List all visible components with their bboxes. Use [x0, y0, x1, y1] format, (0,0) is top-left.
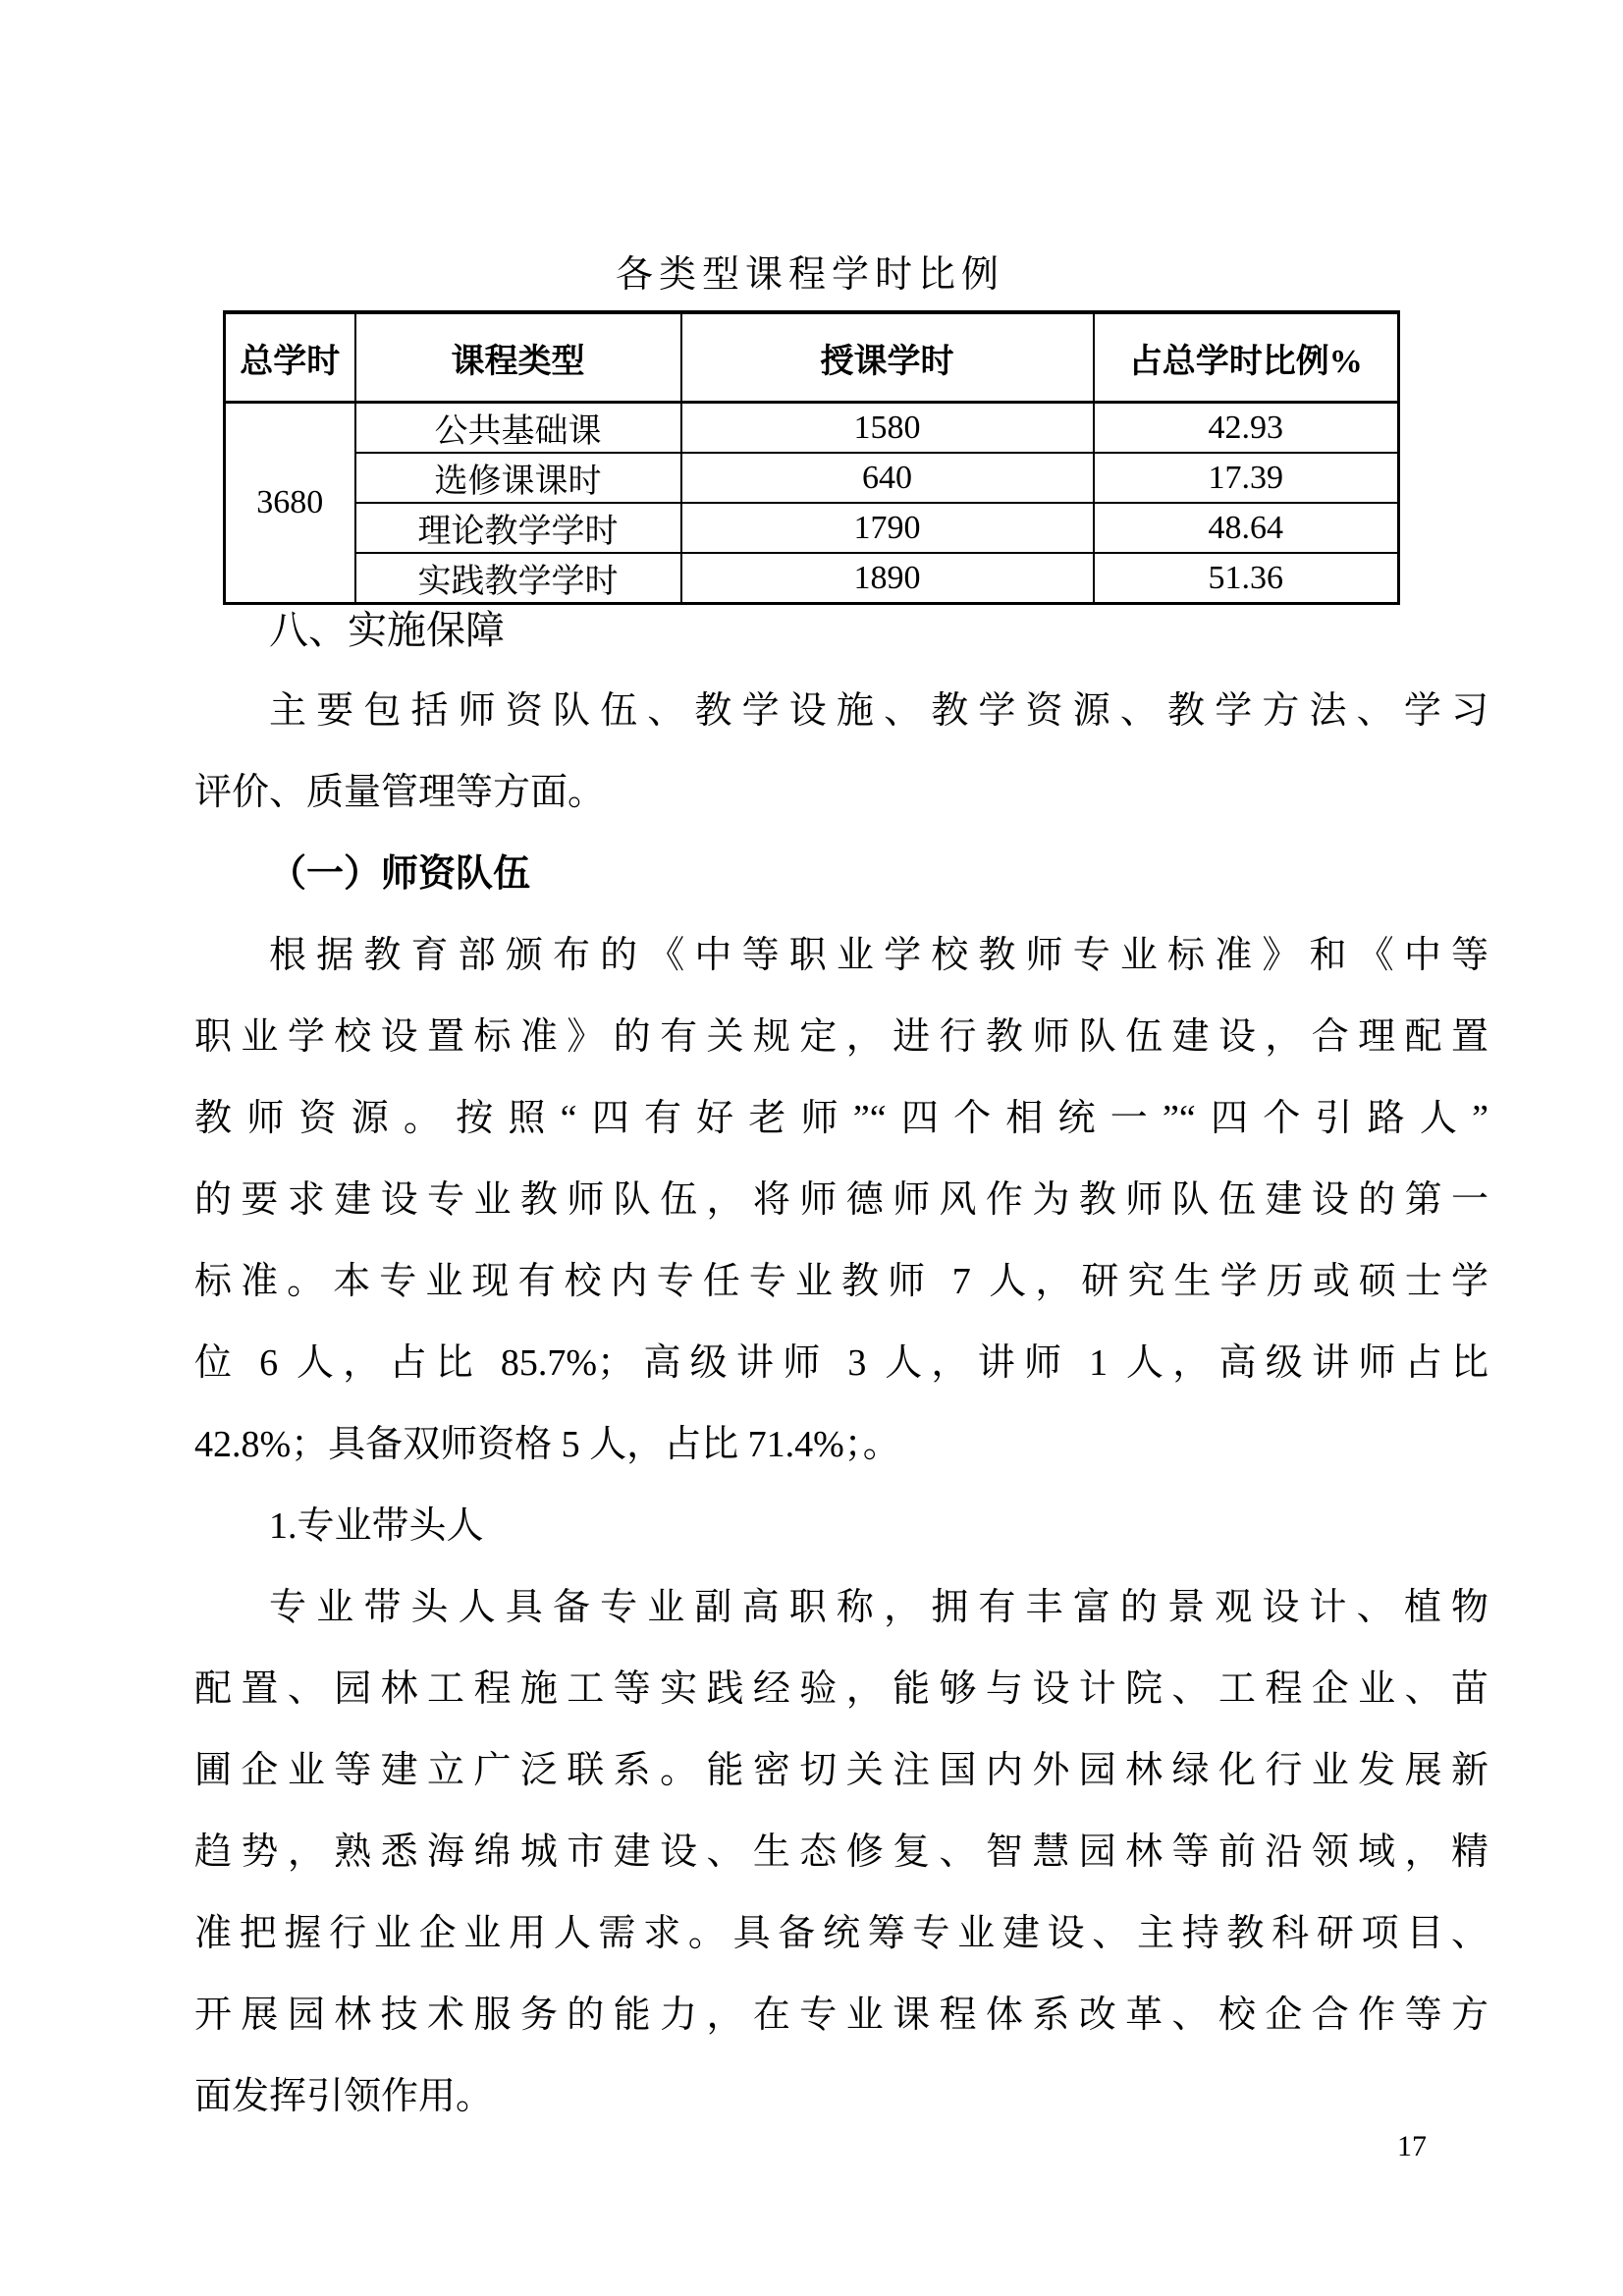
text-line: 根据教育部颁布的《中等职业学校教师专业标准》和《中等 [269, 935, 1488, 976]
total-hours-cell: 3680 [225, 403, 355, 604]
percent-cell: 51.36 [1094, 553, 1399, 604]
course-type-cell: 理论教学学时 [355, 503, 681, 553]
course-hours-table [223, 310, 1400, 605]
table-row [225, 503, 1399, 553]
text-line: 趋势，熟悉海绵城市建设、生态修复、智慧园林等前沿领域，精 [194, 1831, 1488, 1873]
hours-cell: 640 [681, 453, 1094, 503]
table-row [225, 403, 1399, 454]
course-type-cell: 公共基础课 [355, 403, 681, 454]
text-line: 位 6 人，占比 85.7%；高级讲师 3 人，讲师 1 人，高级讲师占比 [194, 1342, 1488, 1384]
hours-cell: 1790 [681, 503, 1094, 553]
text-line: 标准。本专业现有校内专任专业教师 7 人，研究生学历或硕士学 [194, 1261, 1488, 1302]
col-header-teaching-hours: 授课学时 [681, 312, 1094, 403]
text-line: 面发挥引领作用。 [194, 2076, 494, 2117]
col-header-course-type: 课程类型 [355, 312, 681, 403]
table-header-row [225, 312, 1399, 403]
section-heading: 八、实施保障 [269, 608, 505, 652]
percent-cell: 17.39 [1094, 453, 1399, 503]
hours-cell: 1890 [681, 553, 1094, 604]
table-title: 各类型课程学时比例 [615, 254, 1004, 296]
text-line: 42.8%；具备双师资格 5 人，占比 71.4%；。 [194, 1424, 900, 1465]
col-header-percent: 占总学时比例% [1094, 312, 1399, 403]
sub-item-heading: 1.专业带头人 [269, 1505, 484, 1547]
text-line: 主要包括师资队伍、教学设施、教学资源、教学方法、学习 [269, 690, 1488, 732]
course-type-cell: 实践教学学时 [355, 553, 681, 604]
text-line: 开展园林技术服务的能力，在专业课程体系改革、校企合作等方 [194, 1995, 1488, 2036]
text-line: 的要求建设专业教师队伍，将师德师风作为教师队伍建设的第一 [194, 1179, 1488, 1221]
text-line: 配置、园林工程施工等实践经验，能够与设计院、工程企业、苗 [194, 1668, 1488, 1710]
text-line: 评价、质量管理等方面。 [194, 772, 606, 813]
text-line: 教师资源。按照“四有好老师”“四个相统一”“四个引路人” [194, 1098, 1488, 1139]
body-text [194, 589, 1488, 2138]
subsection-heading: （一）师资队伍 [269, 853, 531, 895]
text-line: 圃企业等建立广泛联系。能密切关注国内外园林绿化行业发展新 [194, 1750, 1488, 1791]
percent-cell: 42.93 [1094, 403, 1399, 454]
hours-cell: 1580 [681, 403, 1094, 454]
text-line: 准把握行业企业用人需求。具备统筹专业建设、主持教科研项目、 [194, 1913, 1488, 1954]
text-line: 专业带头人具备专业副高职称，拥有丰富的景观设计、植物 [269, 1587, 1488, 1628]
page-number: 17 [1397, 2130, 1427, 2162]
col-header-total-hours: 总学时 [225, 312, 355, 403]
course-type-cell: 选修课课时 [355, 453, 681, 503]
percent-cell: 48.64 [1094, 503, 1399, 553]
table-row [225, 453, 1399, 503]
text-line: 职业学校设置标准》的有关规定，进行教师队伍建设，合理配置 [194, 1016, 1488, 1058]
